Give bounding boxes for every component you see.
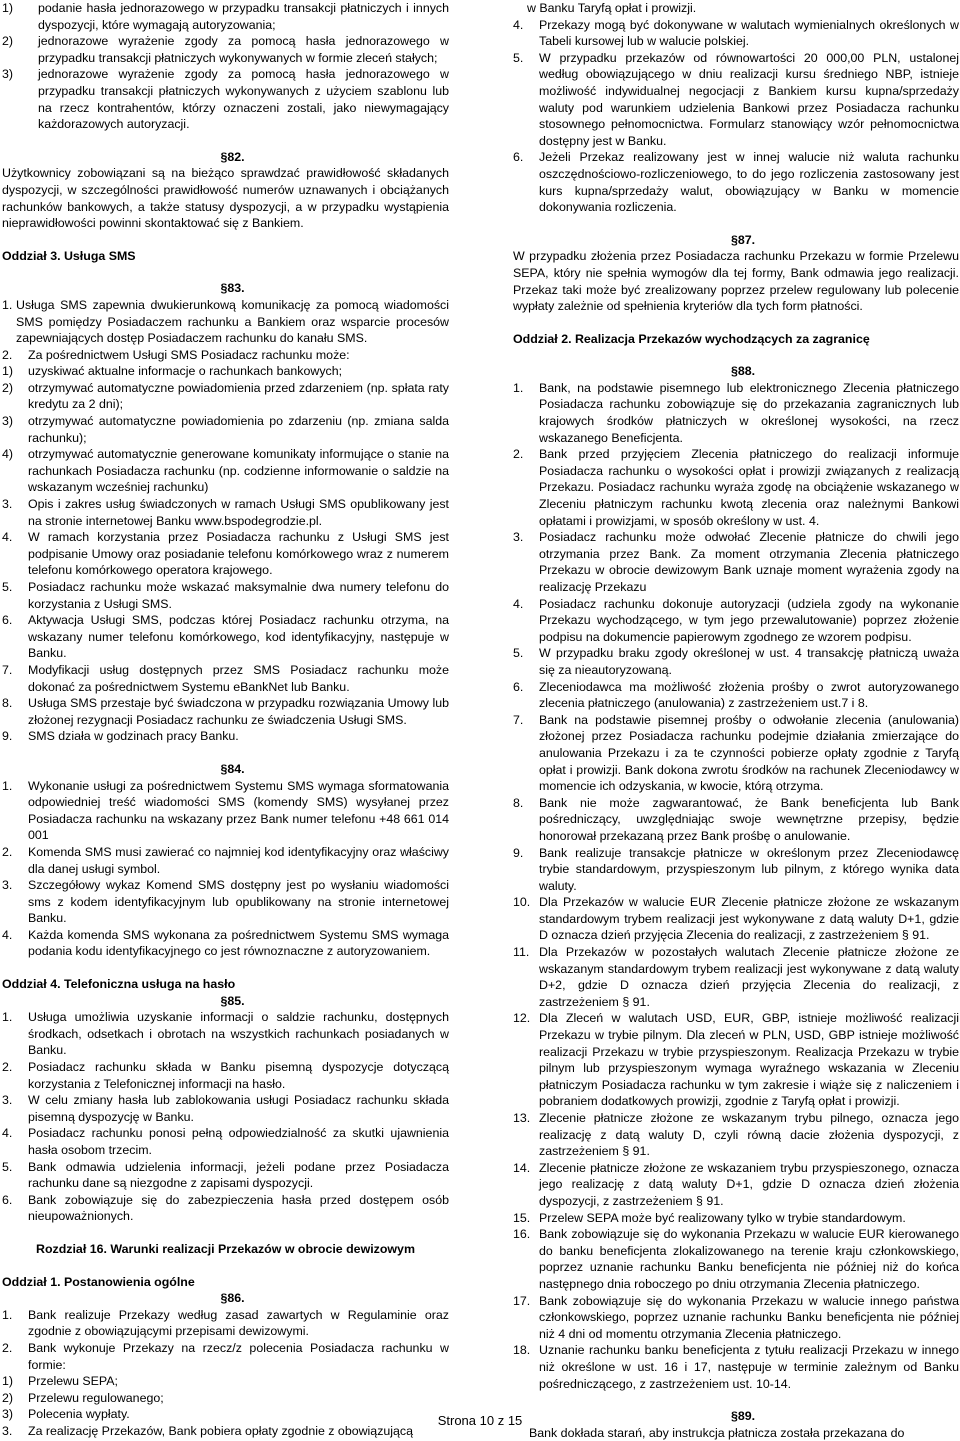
list-item-number: 1. (2, 778, 13, 793)
list-item-number: 3) (2, 414, 14, 429)
list-item (513, 596, 959, 646)
list-item-text: podanie hasła jednorazowego w przypadku transakcji płatniczych i innych dyspozycji, które wymagają autoryzowania; (38, 1, 449, 32)
page-footer: Strona 10 z 15 (437, 1413, 523, 1428)
list-item-text: Zleceniodawca ma możliwość złożenia prośby o zwrot autoryzowanego zlecenia płatniczego (anulowania) z zastrzeżeniem ust.7 i 8. (539, 679, 959, 711)
list-item-number: 3. (2, 497, 13, 512)
list-item-text: Jeżeli Przekaz realizowany jest w innej walucie niż waluta rachunku oszczędnościowo-rozliczeniowego, to do jego rozliczenia zastosowany jest kurs kupna/sprzedaży walut, obowiązujący w Banku w momencie dokonywania rozliczenia. (539, 150, 959, 215)
list-item-number: 9. (513, 845, 524, 860)
list-item-number: 4. (2, 927, 13, 942)
list-item (2, 927, 449, 960)
list-item-text: W ramach korzystania przez Posiadacza rachunku z Usługi SMS jest podpisanie Umowy oraz posiadanie telefonu komórkowego wraz z numerem telefonu komórkowego operatora krajowego. (28, 530, 449, 578)
list-item (2, 496, 449, 529)
list-item (2, 662, 449, 695)
list-item-text: Bank nie może zagwarantować, że Bank beneficjenta lub Bank pośredniczący, uwzględniając swoje wewnętrzne przepisy, będzie honorował przekazaną przez Bank prośbę o anulowanie. (539, 795, 959, 843)
list-item-text: Posiadacz rachunku może wskazać maksymalnie dwa numery telefonu do korzystania z Usługi SMS. (28, 580, 449, 611)
list-item (513, 380, 959, 446)
list-item-number: 8. (2, 696, 13, 711)
list-item-text: Polecenia wypłaty. (28, 1407, 130, 1422)
list-item-number: 2. (2, 347, 13, 362)
paragraph: Bank dokłada starań, aby instrukcja płatnicza została przekazana do (529, 1425, 905, 1440)
list-item (2, 877, 449, 927)
list-item-number: 1) (2, 1374, 14, 1389)
list-item (513, 944, 959, 1010)
list-item-text: Za pośrednictwem Usługi SMS Posiadacz rachunku może: (28, 347, 350, 362)
list-item-number: 6. (2, 1192, 13, 1207)
list-item-number: 3. (2, 1423, 13, 1438)
list-item-number: 4. (2, 1126, 13, 1141)
list-item-text: Aktywacja Usługi SMS, podczas której Posiadacz rachunku otrzyma, na wskazany numer telefonu komórkowego, kod identyfikacyjny, następuje w Banku. (28, 613, 449, 661)
spacer (2, 745, 449, 761)
list-item (2, 1059, 449, 1092)
list-item-number: 4. (2, 530, 13, 545)
list-item-text: Komenda SMS musi zawierać co najmniej kod identyfikacyjny oraz właściwy dla danej usługi symbol. (28, 844, 449, 876)
list-item-number: 3. (513, 530, 524, 545)
section-heading: Oddział 3. Usługa SMS (2, 248, 136, 263)
list-item-text: Usługa umożliwia uzyskanie informacji o saldzie rachunku, dostępnych środkach, odsetkach i obrotach na wszystkich rachunkach posiadanych w Banku. (28, 1010, 449, 1058)
list-item-text: Dla Przekazów w pozostałych walutach Zlecenie płatnicze złożone ze wskazanym standardowym trybem realizacji jest wykonywane z datą waluty D+2, gdzie D oznacza dzień przyjęcia Zlecenia do realizacji, z zastrzeżeniem § 91. (539, 945, 959, 1009)
list-item-number: 4. (513, 17, 524, 32)
list-item-number: 2) (2, 380, 14, 395)
list-item-number: 10. (513, 895, 531, 910)
list-item-text: Bank realizuje Przekazy według zasad zawartych w Regulaminie oraz zgodnie z obowiązującymi przepisami dewizowymi. (28, 1307, 449, 1339)
list-item-text: Uznanie rachunku banku beneficjenta z tytułu realizacji Przekazu w innego niż określone w ust. 16 i 17, następuje w terminie zależnym od Banku pośredniczącego, z zastrzeżeniem ust. 10-14. (539, 1343, 959, 1391)
list-item (2, 413, 449, 446)
section-number: §86. (220, 1291, 245, 1306)
list-item-number: 5. (2, 580, 13, 594)
list-item (513, 1010, 959, 1110)
list-item-text: otrzymywać automatyczne powiadomienia po zdarzeniu (np. zmiana salda rachunku); (28, 414, 449, 445)
list-item-text: Posiadacz rachunku ponosi pełną odpowiedzialność za skutki ujawnienia hasła osobom trzecim. (28, 1126, 449, 1157)
list-item-text: W celu zmiany hasła lub zablokowania usługi Posiadacz rachunku składa pisemną dyspozycję w Banku. (28, 1093, 449, 1124)
spacer (2, 264, 449, 280)
list-item-text: Bank przed przyjęciem Zlecenia płatniczego do realizacji informuje Posiadacza rachunku o wysokości opłat i prowizji związanych z realizacją Przekazu. Posiadacz rachunku wyraża zgodę na obciążenie wskazanego w Zleceniu płatniczym rachunku kwotą zlecenia oraz należnymi Bankowi opłatami i prowizjami, w sposób określony w ust. 4. (539, 447, 959, 528)
spacer (2, 1225, 449, 1241)
list-item (2, 1192, 449, 1225)
list-item-text: Każda komenda SMS wykonana za pośrednictwem Systemu SMS wymaga podania kodu identyfikacyjnego co jest równoznaczne z autoryzowaniem. (28, 927, 449, 959)
list-item (513, 845, 959, 895)
list-item-text: Usługa SMS zapewnia dwukierunkową komunikację za pomocą wiadomości SMS pomiędzy Posiadaczem rachunku a Bankiem oraz wsparcie procesów zapewniających dostęp Posiadaczem rachunku do kanału SMS. (16, 297, 449, 346)
list-item-number: 5. (513, 646, 524, 661)
list-item-text: SMS działa w godzinach pracy Banku. (28, 729, 239, 744)
list-item-number: 1. (2, 1307, 13, 1322)
list-item-text: Modyfikacji usług dostępnych przez SMS Posiadacz rachunku może dokonać za pośrednictwem Systemu eBankNet lub Banku. (28, 662, 449, 694)
list-item (2, 778, 449, 844)
list-item (513, 1342, 959, 1392)
spacer (2, 133, 449, 149)
list-item-number: 18. (513, 1343, 531, 1358)
list-item-text: jednorazowe wyrażenie zgody za pomocą hasła jednorazowego w przypadku transakcji płatniczych wykonywanych w formie zleceń stałych; (38, 34, 449, 65)
list-item (513, 1293, 959, 1343)
section-number: §89. (730, 1409, 756, 1424)
list-item-number: 6. (2, 613, 13, 628)
list-item (2, 33, 449, 66)
spacer (513, 1392, 959, 1408)
list-item-text: Przekazy mogą być dokonywane w walutach wymienialnych określonych w Tabeli kursowej lub w walucie polskiej. (539, 17, 959, 49)
list-item (2, 579, 449, 612)
list-item-text: Opis i zakres usług świadczonych w ramach Usługi SMS opublikowany jest na stronie internetowej Banku www.bspodegrodzie.pl. (28, 497, 449, 528)
spacer (513, 216, 959, 232)
list-item-text: W przypadku przekazów od równowartości 20 000,00 PLN, ustalonej według obowiązującego w dniu realizacji kursu średniego NBP, istnieje możliwość indywidualnej negocjacji z Bankiem kursu kupna/sprzedaży waluty pod warunkiem udzielenia Bankowi przez Posiadacza rachunku stosownego pełnomocnictwa. Formularz stanowiący wzór pełnomocnictwa dostępny jest w Banku. (539, 50, 959, 148)
list-item (2, 1125, 449, 1158)
list-item-text: Wykonanie usługi za pośrednictwem Systemu SMS wymaga sformatowania odpowiedniej treść wiadomości SMS (komendy SMS) wysyłanej przez Posiadacza rachunku na wskazany przez Bank numer telefonu +48 661 014 001 (28, 778, 449, 843)
list-item (513, 446, 959, 529)
list-item-text: Bank zobowiązuje się do zabezpieczenia hasła przed dostępem osób nieupoważnionych. (28, 1192, 449, 1224)
list-item-text: w Banku Taryfą opłat i prowizji. (527, 1, 697, 15)
list-item-number: 17. (513, 1293, 531, 1308)
list-item-number: 3) (2, 1407, 14, 1422)
list-item (513, 50, 959, 150)
list-item-text: Bank realizuje transakcje płatnicze w określonym przez Zleceniodawcę trybie standardowym, przyspieszonym lub pilnym, z którego wynika data waluty. (539, 845, 959, 893)
list-item-number: 14. (513, 1160, 531, 1175)
list-item-text: Posiadacz rachunku może odwołać Zlecenie płatnicze do chwili jego otrzymania przez Bank. Za moment otrzymania Zlecenia płatniczego Przekazu w obrocie dewizowym Bank uznaje moment wyrażenia zgody na realizację Przekazu (539, 530, 959, 594)
list-item-number: 1) (2, 364, 14, 379)
list-item (2, 66, 449, 132)
list-item (513, 529, 959, 595)
list-item-number: 5. (513, 50, 524, 65)
spacer (2, 1258, 449, 1274)
list-item-number: 2. (2, 844, 13, 859)
section-number: §85. (220, 993, 245, 1008)
list-item-number: 15. (513, 1210, 531, 1225)
list-item-text: otrzymywać automatycznie generowane komunikaty informujące o stanie na rachunkach Posiadacza rachunku (np. codzienne informowanie o saldzie na wskazanym wcześniej rachunku) (28, 447, 449, 495)
list-item-text: Bank zobowiązuje się do wykonania Przekazu w walucie innego państwa członkowskiego, poprzez uznanie rachunku Banku beneficjenta nie później niż 4 dni od momentu otrzymania Zlecenia płatniczego. (539, 1293, 959, 1341)
list-item-text: jednorazowe wyrażenie zgody za pomocą hasła jednorazowego w przypadku transakcji płatniczych wykonywanych z użyciem szablonu lub na rzecz kontrahentów, którzy oznaczeni zostali, jako niewymagający każdorazowych autoryzacji. (38, 67, 449, 132)
list-item-number: 6. (513, 150, 524, 165)
list-item-text: Szczegółowy wykaz Komend SMS dostępny jest po wysłaniu wiadomości sms z kodem identyfikacyjnym lub opublikowany na stronie internetowej Banku. (28, 878, 449, 926)
list-item-number: 7. (2, 662, 13, 677)
list-item (513, 149, 959, 215)
list-item (2, 446, 449, 496)
list-item (2, 1092, 449, 1125)
list-item-text: Przelew SEPA może być realizowany tylko w trybie standardowym. (539, 1210, 906, 1225)
spacer (513, 347, 959, 363)
section-heading: Oddział 1. Postanowienia ogólne (2, 1274, 195, 1289)
list-item-number: 4. (513, 596, 524, 611)
list-item (513, 712, 959, 795)
section-heading: Rozdział 16. Warunki realizacji Przekazów w obrocie dewizowym (36, 1241, 415, 1256)
section-number: §87. (730, 232, 756, 247)
list-item (513, 0, 959, 17)
spacer (2, 232, 449, 248)
list-item (513, 1226, 959, 1292)
list-item-text: Bank na podstawie pisemnej prośby o odwołanie zlecenia (anulowania) złożonej przez Posiadacza rachunku podejmie działania zmierzające do anulowania Przekazu i za te czynności pobierze opłaty zgodnie z Taryfą opłat i prowizji. Bank dokona zwrotu środków na rachunek Zleceniodawcy w momencie ich odzyskania, w kwocie, którą otrzyma. (539, 712, 959, 794)
list-item (2, 695, 449, 728)
list-item-number: 6. (513, 679, 524, 694)
list-item (2, 363, 449, 380)
list-item-number: 16. (513, 1227, 531, 1242)
list-item (513, 1160, 959, 1210)
list-item-text: Posiadacz rachunku dokonuje autoryzacji (udziela zgody na wykonanie Przekazu wychodzącego, w tym jego przewalutowanie) poprzez złożenie podpisu na dokumencie papierowym zgodnego ze wzorem podpisu. (539, 596, 959, 644)
list-item (2, 1307, 449, 1340)
list-item-number: 1. (513, 380, 524, 395)
list-item-text: Przelewu regulowanego; (28, 1390, 164, 1405)
list-item-number: 3. (2, 1093, 13, 1108)
list-item (513, 894, 959, 944)
list-item-text: Posiadacz rachunku składa w Banku pisemną dyspozycje dotyczącą korzystania z Telefonicznej informacji na hasło. (28, 1060, 449, 1091)
list-item (2, 1373, 449, 1390)
list-item (513, 645, 959, 678)
list-item-text: Przelewu SEPA; (28, 1374, 118, 1389)
list-item-number: 9. (2, 729, 13, 744)
list-item-number: 5. (2, 1159, 13, 1174)
list-item (513, 1110, 959, 1160)
right-column (513, 0, 959, 1441)
left-column (2, 0, 449, 1440)
spacer (513, 315, 959, 331)
list-item (2, 1009, 449, 1059)
list-item-text: Bank wykonuje Przekazy na rzecz/z polecenia Posiadacza rachunku w formie: (28, 1340, 449, 1372)
list-item-number: 12. (513, 1011, 531, 1026)
list-item-number: 3) (2, 67, 14, 82)
list-item (513, 17, 959, 50)
list-item-text: Bank, na podstawie pisemnego lub elektronicznego Zlecenia płatniczego Posiadacza rachunku zobowiązuje się do przekazania zagranicznych lub krajowych środków płatniczych w określonej wysokości, na rzecz wskazanego Beneficjenta. (539, 380, 959, 445)
section-heading: Oddział 4. Telefoniczna usługa na hasło (2, 977, 236, 992)
list-item-number (513, 0, 527, 17)
list-item-text: Usługa SMS przestaje być świadczona w przypadku rozwiązania Umowy lub złożonej rezygnacji Posiadacz rachunku ze świadczenia Usługi SMS. (28, 696, 449, 727)
list-item (2, 844, 449, 877)
spacer (2, 960, 449, 976)
list-item (2, 612, 449, 662)
list-item-text: uzyskiwać aktualne informacje o rachunkach bankowych; (28, 364, 343, 379)
paragraph: W przypadku złożenia przez Posiadacza rachunku Przekazu w formie Przelewu SEPA, który nie spełnia wymogów dla tej formy, Bank odmawia jego realizacji. Przekaz taki może być zrealizowany poprzez przelew regulowany lub polecenie wypłaty zależnie od spełnienia kryteriów dla tych form płatności. (513, 249, 959, 314)
section-number: §82. (220, 149, 245, 164)
list-item (513, 1210, 959, 1227)
list-item-text: Bank odmawia udzielenia informacji, jeżeli podane przez Posiadacza rachunku dane są niezgodne z zapisami dyspozycji. (28, 1159, 449, 1191)
list-item-number: 2. (2, 1060, 13, 1075)
section-number: §84. (220, 761, 245, 776)
list-item (2, 529, 449, 579)
list-item-number: 4) (2, 447, 14, 462)
list-item-number: 13. (513, 1111, 531, 1125)
list-item (2, 728, 449, 745)
list-item (2, 380, 449, 413)
paragraph: Użytkownicy zobowiązani są na bieżąco sprawdzać prawidłowość składanych dyspozycji, w szczególności prawidłowość numerów uznawanych i obciążanych rachunków bankowych, a także statusy dyspozycji, a w przypadku wystąpienia nieprawidłowości powinni skontaktować się z Bankiem. (2, 166, 449, 231)
list-item (513, 679, 959, 712)
list-item-text: otrzymywać automatyczne powiadomienia przed zdarzeniem (np. spłata raty kredytu za 2 dni); (28, 380, 449, 412)
list-item (2, 1390, 449, 1407)
list-item-number: 2. (513, 447, 524, 462)
list-item-text: Zlecenie płatnicze złożone ze wskazanym trybu pilnego, oznacza jego realizację z datą waluty D, czyli równą dacie złożenia dyspozycji, z zastrzeżeniem § 91. (539, 1111, 959, 1159)
section-heading: Oddział 2. Realizacja Przekazów wychodzących za zagranicę (513, 331, 870, 346)
list-item (2, 0, 449, 33)
list-item-number: 3. (2, 878, 13, 893)
list-item-number: 1) (2, 1, 14, 15)
list-item (513, 795, 959, 845)
list-item (2, 297, 449, 347)
list-item-text: Zlecenie płatnicze złożone ze wskazaniem trybu przyspieszonego, oznacza jego realizację z datą waluty D+1, gdzie D oznacza dzień złożenia dyspozycji, z zastrzeżeniem § 91. (539, 1160, 959, 1208)
list-item (2, 1340, 449, 1373)
list-item-text: Dla Zleceń w walutach USD, EUR, GBP, istnieje możliwość realizacji Przekazu w trybie pilnym. Dla zleceń w PLN, USD, GBP istnieje możliwość realizacji Przekazu w trybie przyspieszonym. Realizacja Przekazu w trybie pilnym lub przyspieszonym wymaga wyraźnego wskazania w Zleceniu płatniczym Posiadacza rachunku w tym zakresie i wiąże się z naliczeniem i pobraniem dodatkowych prowizji, zgodnie z Taryfą opłat i prowizji. (539, 1011, 959, 1109)
list-item-text: Bank zobowiązuje się do wykonania Przekazu w walucie EUR kierowanego do banku beneficjenta zlokalizowanego na terenie kraju członkowskiego, poprzez uznanie rachunku Banku beneficjenta nie później niż do końca następnego dnia roboczego po dniu otrzymania Zlecenia płatniczego. (539, 1227, 959, 1291)
list-item-text: W przypadku braku zgody określonej w ust. 4 transakcję płatniczą uważa się za nieautoryzowaną. (539, 646, 959, 677)
list-item-text: Dla Przekazów w walucie EUR Zlecenie płatnicze złożone ze wskazanym standardowym trybem realizacji jest wykonywane z datą waluty D+1, gdzie D oznacza dzień przyjęcia Zlecenia do realizacji, z zastrzeżeniem § 91. (539, 895, 959, 943)
section-number: §88. (730, 364, 756, 379)
list-item-number: 2) (2, 34, 14, 49)
list-item-number: 1. (2, 297, 13, 312)
list-item (2, 347, 449, 364)
list-item-number: 11. (513, 945, 530, 960)
list-item-number: 8. (513, 795, 524, 810)
list-item (2, 1159, 449, 1192)
list-item-number: 7. (513, 712, 524, 727)
list-item-number: 2) (2, 1390, 14, 1405)
list-item-number: 1. (2, 1010, 13, 1025)
section-number: §83. (220, 281, 245, 296)
list-item-number: 2. (2, 1340, 13, 1355)
list-item-text: Za realizację Przekazów, Bank pobiera opłaty zgodnie z obowiązującą (28, 1423, 414, 1438)
